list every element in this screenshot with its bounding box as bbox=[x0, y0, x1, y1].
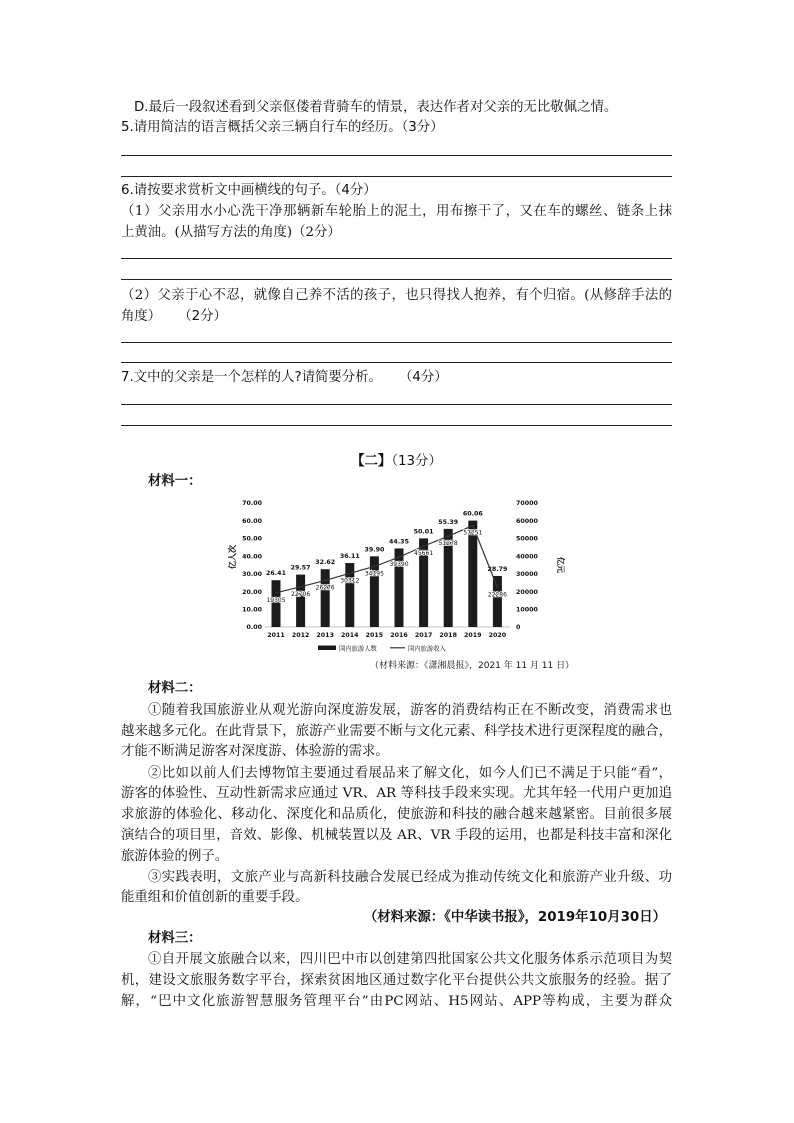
question-6-1-line: 上黄油。(从描写方法的角度)（2分） bbox=[121, 225, 341, 240]
bar-value-label: 32.62 bbox=[315, 559, 336, 567]
line-point bbox=[300, 586, 302, 588]
bar bbox=[395, 548, 404, 627]
question-5: 5.请用简洁的语言概括父亲三辆自行车的经历。（3分） bbox=[121, 120, 444, 135]
y2-tick-label: 0 bbox=[516, 624, 521, 632]
paragraph-line: ③实践表明，文旅产业与高新科技融合发展已经成为推动传统文化和旅游产业升级、功 bbox=[148, 870, 672, 885]
y-tick-label: 0.00 bbox=[246, 624, 262, 632]
line-value-label: 51278 bbox=[438, 540, 458, 548]
answer-line bbox=[121, 279, 672, 280]
line-value-label: 19305 bbox=[266, 596, 286, 604]
material-1-label: 材料一： bbox=[148, 474, 202, 489]
paragraph-line: ①自开展文旅融合以来，四川巴中市以创建第四批国家公共文化服务体系示范项目为契 bbox=[148, 952, 672, 967]
x-tick-label: 2019 bbox=[464, 632, 482, 639]
line-value-label: 22706 bbox=[291, 590, 311, 598]
y2-tick-label: 70000 bbox=[516, 500, 538, 508]
answer-line bbox=[121, 155, 672, 156]
x-tick-label: 2020 bbox=[488, 632, 507, 639]
y2-tick-label: 40000 bbox=[516, 553, 538, 561]
y2-tick-label: 20000 bbox=[516, 588, 538, 596]
y2-tick-label: 50000 bbox=[516, 535, 538, 543]
question-7: 7.文中的父亲是一个怎样的人?请简要分析。 （4分） bbox=[121, 370, 448, 385]
legend-line-label: 国内旅游收入 bbox=[408, 645, 446, 653]
y-tick-label: 70.00 bbox=[242, 500, 262, 508]
bar-value-label: 36.11 bbox=[339, 553, 360, 561]
answer-line bbox=[121, 362, 672, 363]
line-value-label: 45661 bbox=[414, 550, 434, 558]
line-point bbox=[398, 556, 400, 558]
y-tick-label: 10.00 bbox=[242, 606, 262, 614]
line-value-label: 39390 bbox=[389, 561, 409, 569]
x-tick-label: 2018 bbox=[439, 632, 457, 639]
answer-line bbox=[121, 176, 672, 177]
line-point bbox=[324, 580, 326, 582]
line-value-label: 34195 bbox=[364, 570, 384, 578]
y2-tick-label: 30000 bbox=[516, 571, 538, 579]
bar-value-label: 28.79 bbox=[487, 566, 508, 574]
bar-value-label: 39.90 bbox=[364, 546, 385, 554]
x-tick-label: 2015 bbox=[365, 632, 384, 639]
line-point bbox=[447, 535, 449, 537]
legend-bar-label: 国内旅游人数 bbox=[339, 645, 377, 653]
y2-tick-label: 60000 bbox=[516, 517, 538, 525]
tourism-chart bbox=[225, 495, 570, 660]
line-value-label: 30312 bbox=[340, 577, 360, 585]
y-tick-label: 60.00 bbox=[242, 517, 262, 525]
paragraph-line: 机，建设文旅服务数字平台，探索贫困地区通过数字化平台提供公共文旅服务的经验。据了 bbox=[121, 973, 672, 988]
paragraph-line: ①随着我国旅游业从观光游向深度游发展，游客的消费结构正在不断改变，消费需求也 bbox=[148, 703, 672, 718]
line-value-label: 26276 bbox=[315, 584, 335, 592]
line-point bbox=[497, 587, 499, 589]
material-2-label: 材料二： bbox=[148, 681, 202, 696]
question-6-2-line: （2）父亲于心不忍，就像自己养不活的孩子，也只得找人抱养，有个归宿。(从修辞手法的 bbox=[121, 288, 672, 303]
paragraph-line: 演结合的项目里，音效、影像、机械装置以及 AR、VR 手段的运用，也都是科技丰富和深化 bbox=[121, 828, 672, 843]
bar-value-label: 50.01 bbox=[413, 528, 434, 536]
line-point bbox=[349, 572, 351, 574]
y2-tick-label: 10000 bbox=[516, 606, 538, 614]
section-number: 【二】 bbox=[351, 454, 392, 469]
legend-bar-swatch bbox=[318, 646, 336, 651]
bar-value-label: 55.39 bbox=[438, 518, 459, 526]
bar-value-label: 44.35 bbox=[389, 538, 409, 546]
section-score: （13分） bbox=[391, 454, 442, 469]
material-1-source: （材料来源：《潇湘晨报》，2021 年 11 月 11 日） bbox=[370, 661, 575, 671]
bar-value-label: 60.06 bbox=[462, 510, 483, 518]
x-tick-label: 2017 bbox=[414, 632, 433, 639]
material-2-source: （材料来源：《中华读书报》，2019年10月30日） bbox=[363, 910, 666, 925]
paragraph-line: ②比如以前人们去博物馆主要通过看展品来了解文化，如今人们已不满足于只能“看”， bbox=[148, 766, 672, 781]
y-axis-title: 亿人次 bbox=[228, 545, 237, 569]
question-6-2-line: 角度） （2分） bbox=[121, 309, 227, 324]
paragraph-line: 游客的体验性、互动性新需求应通过 VR、AR 等科技手段来实现。尤其年轻一代用户更加追 bbox=[121, 786, 672, 801]
x-tick-label: 2013 bbox=[316, 632, 334, 639]
section-heading bbox=[121, 453, 672, 470]
bar-value-label: 26.41 bbox=[266, 570, 286, 578]
line-value-label: 57251 bbox=[463, 529, 483, 537]
y-tick-label: 40.00 bbox=[242, 553, 262, 561]
x-tick-label: 2014 bbox=[341, 632, 359, 639]
material-3-label: 材料三： bbox=[148, 931, 202, 946]
line-point bbox=[423, 545, 425, 547]
x-tick-label: 2011 bbox=[267, 632, 285, 639]
y-tick-label: 50.00 bbox=[242, 535, 262, 543]
y2-axis-title: 亿元 bbox=[556, 557, 565, 573]
line-point bbox=[374, 566, 376, 568]
paragraph-line: 越来越多元化。在此背景下，旅游产业需要不断与文化元素、科学技术进行更深程度的融合， bbox=[121, 724, 672, 739]
question-6-1-line: （1）父亲用水小心洗干净那辆新车轮胎上的泥土，用布擦干了，又在车的螺丝、链条上抹 bbox=[121, 204, 672, 219]
answer-line bbox=[121, 404, 672, 405]
line-value-label: 22286 bbox=[487, 591, 507, 599]
answer-line bbox=[121, 258, 672, 259]
paragraph-line: 解，“巴中文化旅游智慧服务管理平台”由PC网站、H5网站、APP等构成，主要为群众 bbox=[121, 994, 672, 1009]
bar bbox=[321, 569, 330, 627]
bar bbox=[493, 576, 502, 627]
answer-line bbox=[121, 425, 672, 426]
option-d: D.最后一段叙述看到父亲伛偻着背骑车的情景，表达作者对父亲的无比敬佩之情。 bbox=[134, 100, 618, 115]
bar-value-label: 29.57 bbox=[290, 564, 311, 572]
paragraph-line: 才能不断满足游客对深度游、体验游的需求。 bbox=[121, 744, 389, 759]
y-tick-label: 20.00 bbox=[242, 588, 262, 596]
x-tick-label: 2012 bbox=[291, 632, 310, 639]
paragraph-line: 能重组和价值创新的重要手段。 bbox=[121, 890, 309, 905]
y-tick-label: 30.00 bbox=[242, 571, 262, 579]
answer-line bbox=[121, 342, 672, 343]
paragraph-line: 求旅游的体验化、移动化、深度化和品质化，使旅游和科技的融合越来越紧密。目前很多展 bbox=[121, 807, 672, 822]
paragraph-line: 旅游体验的例子。 bbox=[121, 849, 229, 864]
question-6: 6.请按要求赏析文中画横线的句子。（4分） bbox=[121, 183, 377, 198]
x-tick-label: 2016 bbox=[390, 632, 408, 639]
line-point bbox=[275, 592, 277, 594]
bar bbox=[296, 575, 305, 627]
line-point bbox=[472, 525, 474, 527]
